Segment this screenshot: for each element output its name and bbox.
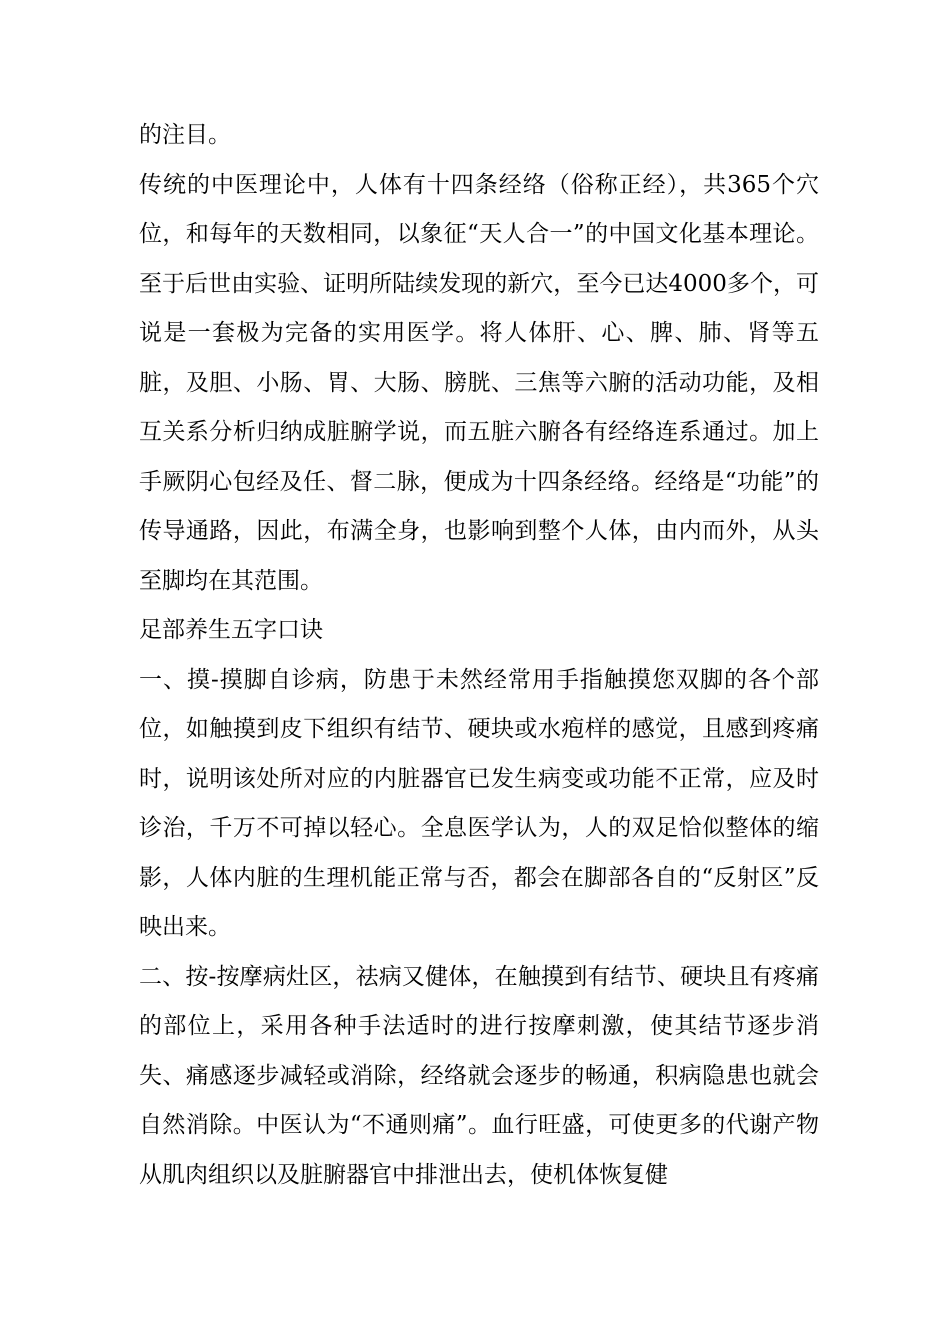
paragraph-touch: 一、摸-摸脚自诊病，防患于未然经常用手指触摸您双脚的各个部位，如触摸到皮下组织有结节、硬块或水疱样的感觉，且感到疼痛时，说明该处所对应的内脏器官已发生病变或功能不正常，应及时诊治，千万不可掉以轻心。全息医学认为，人的双足恰似整体的缩影，人体内脏的生理机能正常与否，都会在脚部各自的“反射区”反映出来。 bbox=[139, 666, 819, 940]
section-heading: 足部养生五字口诀 bbox=[139, 617, 323, 643]
paragraph-massage: 二、按-按摩病灶区，祛病又健体，在触摸到有结节、硬块且有疼痛的部位上，采用各种手法适时的进行按摩刺激，使其结节逐步消失、痛感逐步减轻或消除，经络就会逐步的畅通，积病隐患也就会自然消除。中医认为“不通则痛”。血行旺盛，可使更多的代谢产物从肌肉组织以及脏腑器官中排泄出去，使机体恢复健 bbox=[139, 963, 819, 1188]
document-body bbox=[139, 111, 819, 1200]
paragraph-continuation: 的注目。 bbox=[139, 122, 231, 148]
paragraph-meridians: 传统的中医理论中，人体有十四条经络（俗称正经），共365个穴位，和每年的天数相同，以象征“天人合一”的中国文化基本理论。至于后世由实验、证明所陆续发现的新穴，至今已达4000多个，可说是一套极为完备的实用医学。将人体肝、心、脾、肺、肾等五脏，及胆、小肠、胃、大肠、膀胱、三焦等六腑的活动功能，及相互关系分析归纳成脏腑学说，而五脏六腑各有经络连系通过。加上手厥阴心包经及任、督二脉，便成为十四条经络。经络是“功能”的传导通路，因此，布满全身，也影响到整个人体，由内而外，从头至脚均在其范围。 bbox=[139, 171, 819, 594]
